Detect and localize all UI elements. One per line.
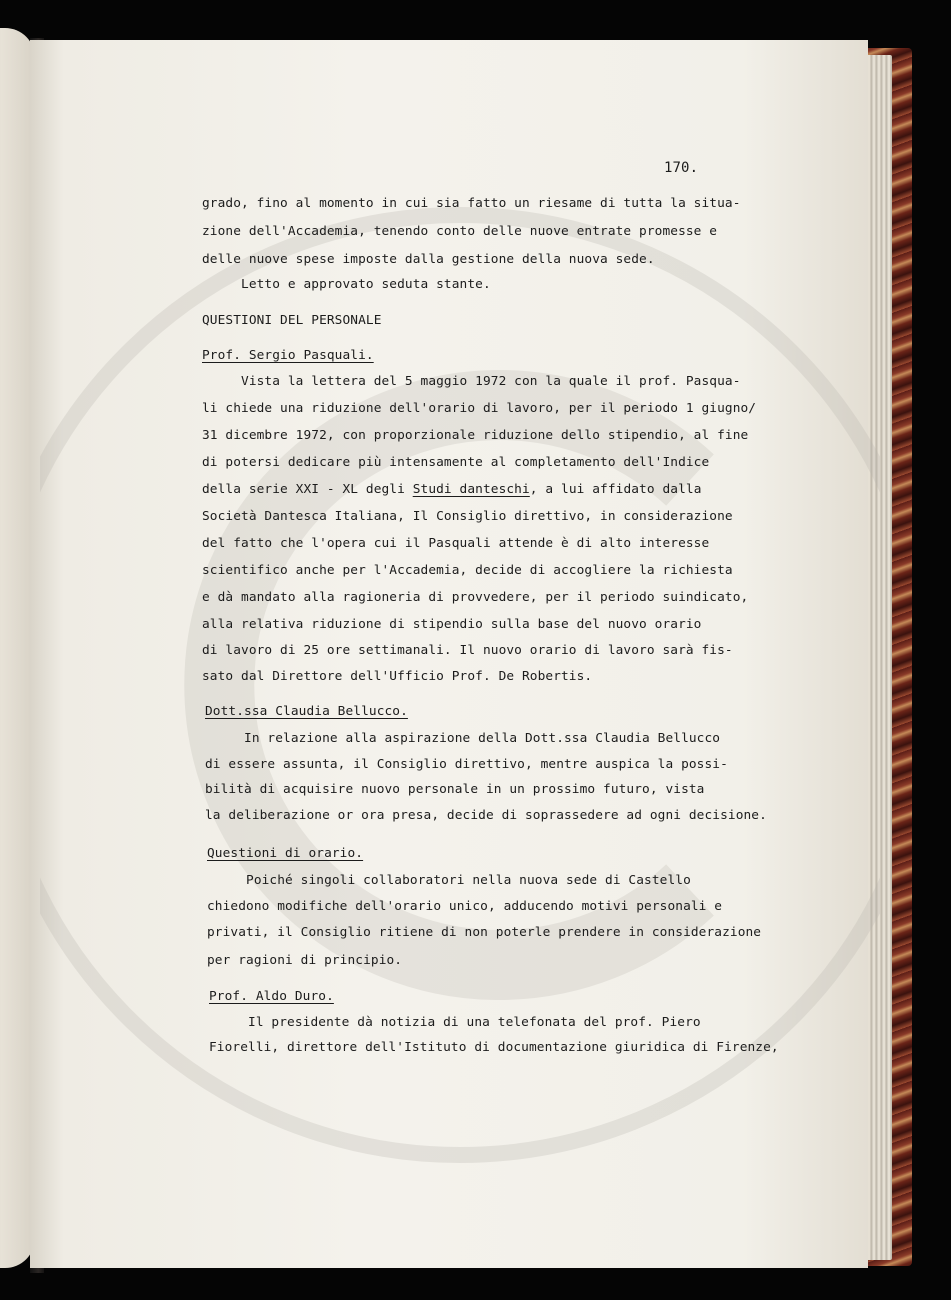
text-line: li chiede una riduzione dell'orario di lavoro, per il periodo 1 giugno/: [202, 401, 757, 416]
text-line: delle nuove spese imposte dalla gestione della nuova sede.: [202, 252, 655, 267]
text-line: scientifico anche per l'Accademia, decide di accogliere la richiesta: [202, 563, 733, 578]
text-line: di lavoro di 25 ore settimanali. Il nuovo orario di lavoro sarà fis-: [202, 643, 733, 658]
text-line: del fatto che l'opera cui il Pasquali attende è di alto interesse: [202, 536, 710, 551]
text-fragment: della serie XXI - XL degli: [202, 482, 413, 497]
text-line: Fiorelli, direttore dell'Istituto di documentazione giuridica di Firenze,: [209, 1040, 779, 1055]
text-line: e dà mandato alla ragioneria di provvedere, per il periodo suindicato,: [202, 590, 749, 605]
page-number: 170.: [664, 160, 699, 176]
text-fragment: , a lui affidato dalla: [529, 482, 702, 497]
text-line: grado, fino al momento in cui sia fatto un riesame di tutta la situa-: [202, 196, 741, 211]
text-line: per ragioni di principio.: [207, 953, 403, 968]
text-line: In relazione alla aspirazione della Dott.ssa Claudia Bellucco: [205, 731, 721, 746]
text-line: di essere assunta, il Consiglio direttivo, mentre auspica la possi-: [205, 757, 728, 772]
text-line: chiedono modifiche dell'orario unico, adducendo motivi personali e: [207, 899, 723, 914]
text-line: alla relativa riduzione di stipendio sulla base del nuovo orario: [202, 617, 702, 632]
text-line: di potersi dedicare più intensamente al completamento dell'Indice: [202, 455, 710, 470]
text-line: privati, il Consiglio ritiene di non poterle prendere in considerazione: [207, 925, 762, 940]
section-title: QUESTIONI DEL PERSONALE: [202, 313, 382, 328]
heading-orario: Questioni di orario.: [207, 846, 364, 861]
underlined-title: Studi danteschi: [412, 482, 530, 497]
text-line: Società Dantesca Italiana, Il Consiglio direttivo, in considerazione: [202, 509, 733, 524]
text-line-with-title: [202, 482, 702, 497]
text-line: bilità di acquisire nuovo personale in un prossimo futuro, vista: [205, 782, 705, 797]
text-line: Letto e approvato seduta stante.: [202, 277, 491, 292]
text-line: Vista la lettera del 5 maggio 1972 con la quale il prof. Pasqua-: [202, 374, 741, 389]
heading-bellucco: Dott.ssa Claudia Bellucco.: [205, 704, 408, 719]
text-line: zione dell'Accademia, tenendo conto delle nuove entrate promesse e: [202, 224, 718, 239]
heading-duro: Prof. Aldo Duro.: [209, 989, 334, 1004]
text-line: Poiché singoli collaboratori nella nuova sede di Castello: [207, 873, 691, 888]
text-line: Il presidente dà notizia di una telefonata del prof. Piero: [209, 1015, 701, 1030]
text-line: sato dal Direttore dell'Ufficio Prof. De Robertis.: [202, 669, 593, 684]
text-line: 31 dicembre 1972, con proporzionale riduzione dello stipendio, al fine: [202, 428, 749, 443]
heading-pasquali: Prof. Sergio Pasquali.: [202, 348, 374, 363]
text-line: la deliberazione or ora presa, decide di soprassedere ad ogni decisione.: [205, 808, 767, 823]
